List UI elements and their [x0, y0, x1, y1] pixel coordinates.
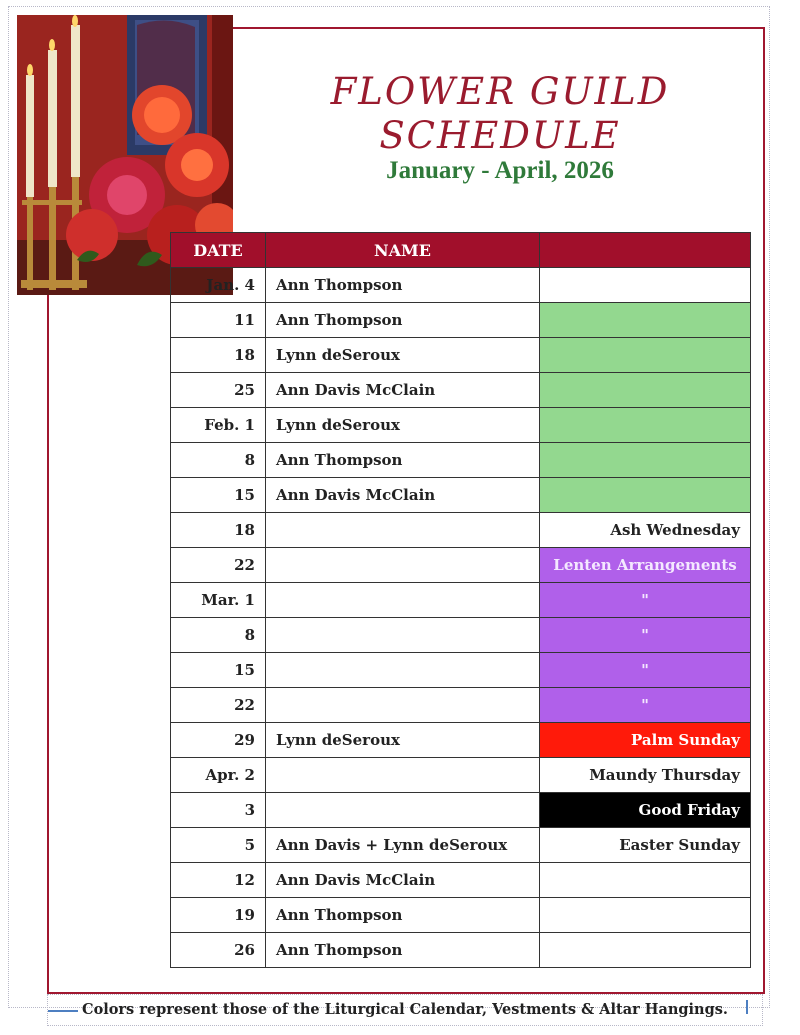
table-row [171, 898, 751, 933]
name-cell [266, 513, 540, 548]
name-cell: Ann Davis McClain [266, 373, 540, 408]
table-row [171, 583, 751, 618]
name-cell [266, 618, 540, 653]
date-cell: Feb. 1 [171, 408, 266, 443]
name-cell: Lynn deSeroux [266, 723, 540, 758]
name-cell: Ann Davis + Lynn deSeroux [266, 828, 540, 863]
date-cell: 25 [171, 373, 266, 408]
date-cell: Mar. 1 [171, 583, 266, 618]
liturgical-note-cell [540, 338, 751, 373]
color-legend-note: Colors represent those of the Liturgical Calendar, Vestments & Altar Hangings. [47, 994, 763, 1026]
schedule-table [170, 232, 751, 968]
table-row [171, 408, 751, 443]
name-cell: Ann Thompson [266, 303, 540, 338]
name-cell: Ann Thompson [266, 933, 540, 968]
table-row [171, 828, 751, 863]
table-row [171, 653, 751, 688]
liturgical-note-cell: Lenten Arrangements [540, 548, 751, 583]
liturgical-note-cell: Ash Wednesday [540, 513, 751, 548]
liturgical-note-cell [540, 863, 751, 898]
liturgical-note-cell [540, 268, 751, 303]
name-cell [266, 688, 540, 723]
name-column-header: NAME [266, 233, 540, 268]
liturgical-note-cell: Palm Sunday [540, 723, 751, 758]
date-cell: 12 [171, 863, 266, 898]
name-cell: Ann Thompson [266, 443, 540, 478]
page-title [330, 70, 670, 158]
table-row [171, 933, 751, 968]
note-column-header [540, 233, 751, 268]
date-cell: Jan. 4 [171, 268, 266, 303]
table-row [171, 548, 751, 583]
table-row [171, 478, 751, 513]
date-cell: 11 [171, 303, 266, 338]
name-cell: Ann Thompson [266, 898, 540, 933]
date-cell: 22 [171, 688, 266, 723]
name-cell [266, 758, 540, 793]
liturgical-note-cell [540, 373, 751, 408]
name-cell [266, 548, 540, 583]
date-cell: 18 [171, 338, 266, 373]
liturgical-note-cell [540, 443, 751, 478]
date-cell: Apr. 2 [171, 758, 266, 793]
title-line-1: FLOWER GUILD [330, 70, 670, 113]
table-row [171, 513, 751, 548]
table-row [171, 373, 751, 408]
table-row [171, 268, 751, 303]
table-row [171, 793, 751, 828]
table-row [171, 723, 751, 758]
liturgical-note-cell [540, 898, 751, 933]
date-cell: 15 [171, 653, 266, 688]
liturgical-note-cell: Easter Sunday [540, 828, 751, 863]
date-cell: 22 [171, 548, 266, 583]
name-cell: Lynn deSeroux [266, 408, 540, 443]
date-cell: 8 [171, 443, 266, 478]
liturgical-note-cell: Good Friday [540, 793, 751, 828]
date-cell: 19 [171, 898, 266, 933]
schedule-body [171, 268, 751, 968]
liturgical-note-cell: " [540, 653, 751, 688]
name-cell: Ann Davis McClain [266, 863, 540, 898]
table-row [171, 303, 751, 338]
cursor-mark [48, 1010, 78, 1012]
liturgical-note-cell [540, 303, 751, 338]
table-row [171, 758, 751, 793]
name-cell: Ann Thompson [266, 268, 540, 303]
liturgical-note-cell [540, 478, 751, 513]
liturgical-note-cell: Maundy Thursday [540, 758, 751, 793]
date-cell: 18 [171, 513, 266, 548]
title-line-2: SCHEDULE [379, 114, 621, 157]
liturgical-note-cell [540, 933, 751, 968]
name-cell [266, 793, 540, 828]
name-cell: Lynn deSeroux [266, 338, 540, 373]
liturgical-note-cell: " [540, 618, 751, 653]
liturgical-note-cell: " [540, 688, 751, 723]
table-row [171, 688, 751, 723]
text-cursor [746, 1000, 748, 1014]
date-cell: 3 [171, 793, 266, 828]
table-row [171, 863, 751, 898]
date-cell: 8 [171, 618, 266, 653]
name-cell: Ann Davis McClain [266, 478, 540, 513]
name-cell [266, 653, 540, 688]
table-row [171, 443, 751, 478]
date-cell: 15 [171, 478, 266, 513]
date-cell: 26 [171, 933, 266, 968]
table-row [171, 618, 751, 653]
table-header-row [171, 233, 751, 268]
liturgical-note-cell [540, 408, 751, 443]
liturgical-note-cell: " [540, 583, 751, 618]
date-column-header: DATE [171, 233, 266, 268]
schedule-period: January - April, 2026 [386, 157, 614, 184]
date-cell: 29 [171, 723, 266, 758]
table-row [171, 338, 751, 373]
name-cell [266, 583, 540, 618]
date-cell: 5 [171, 828, 266, 863]
